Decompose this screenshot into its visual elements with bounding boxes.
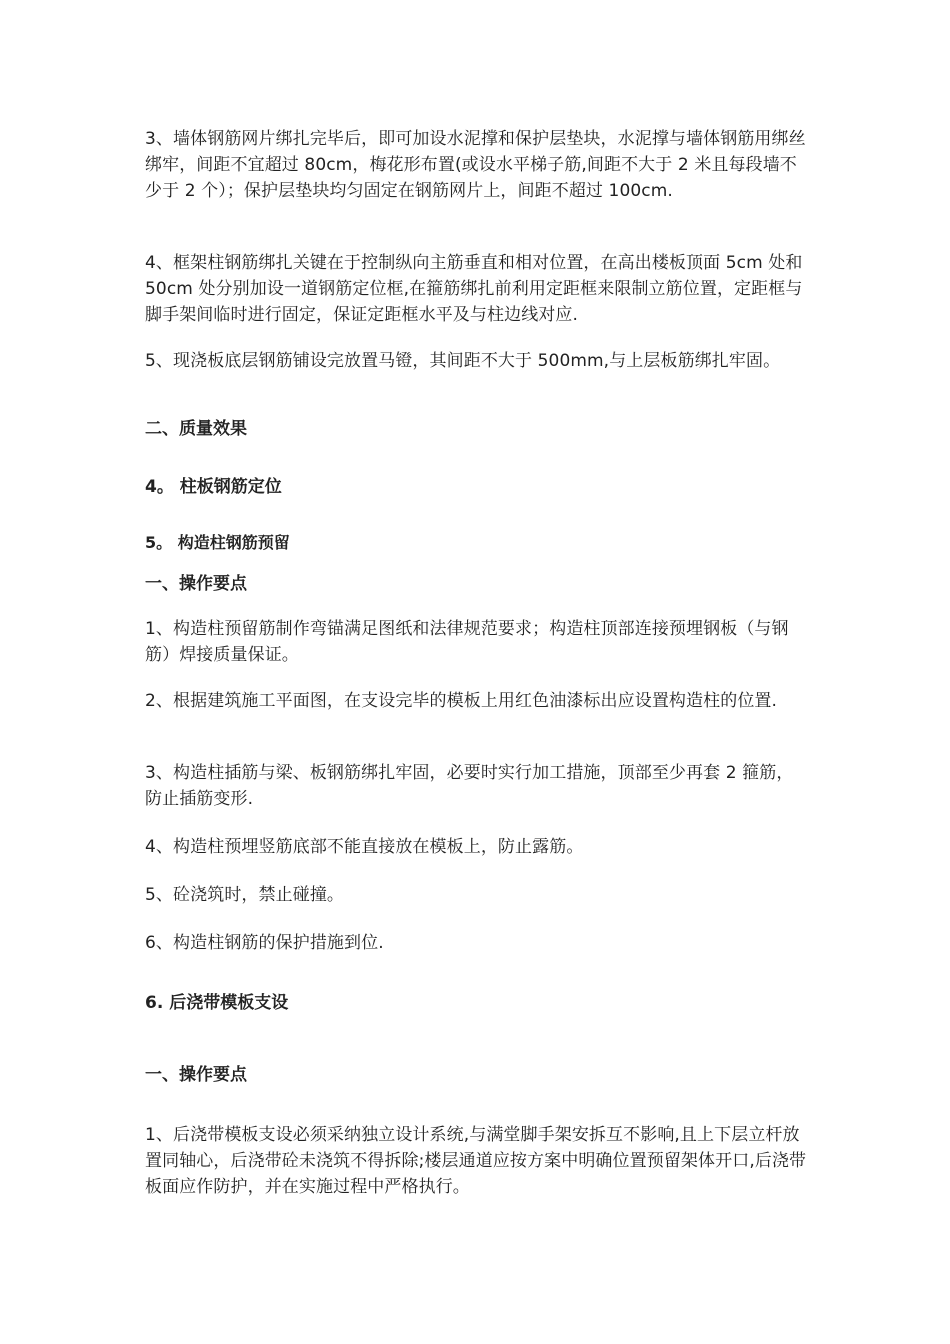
- paragraph-pouring: 5、砼浇筑时，禁止碰撞。: [145, 885, 345, 905]
- paragraph-column-rebar: 4、框架柱钢筋绑扎关键在于控制纵向主筋垂直和相对位置，在高出楼板顶面 5cm 处和 50cm 处分别加设一道钢筋定位框,在箍筋绑扎前利用定距框来限制立筋位置，定距框与脚手架间临时进行固定，保证定距框水平及与柱边线对应.: [145, 253, 803, 325]
- paragraph-vertical-bar: 4、构造柱预埋竖筋底部不能直接放在模板上，防止露筋。: [145, 837, 584, 857]
- heading-column-slab-positioning: 4。 柱板钢筋定位: [145, 477, 282, 497]
- paragraph-anchor-requirements: 1、构造柱预留筋制作弯锚满足图纸和法律规范要求；构造柱顶部连接预埋钢板（与钢筋）焊接质量保证。: [145, 619, 789, 665]
- paragraph-formwork-support: 1、后浇带模板支设必须采纳独立设计系统,与满堂脚手架安拆互不影响,且上下层立杆放置同轴心，后浇带砼未浇筑不得拆除;楼层通道应按方案中明确位置预留架体开口,后浇带板面应作防护，并在实施过程中严格执行。: [145, 1125, 807, 1197]
- heading-operation-points: 一、操作要点: [145, 574, 247, 594]
- heading-operation-points-2: 一、操作要点: [145, 1065, 247, 1085]
- heading-quality-effect: 二、质量效果: [145, 419, 247, 439]
- paragraph-wall-rebar: 3、墙体钢筋网片绑扎完毕后，即可加设水泥撑和保护层垫块，水泥撑与墙体钢筋用绑丝绑牢，间距不宜超过 80cm，梅花形布置(或设水平梯子筋,间距不大于 2 米且每段墙不少于 2 个）；保护层垫块均匀固定在钢筋网片上，间距不超过 100cm.: [145, 129, 806, 201]
- heading-structural-column-reservation: 5。 构造柱钢筋预留: [145, 533, 290, 552]
- heading-post-pour-strip: 6. 后浇带模板支设: [145, 993, 289, 1013]
- paragraph-dowel-binding: 3、构造柱插筋与梁、板钢筋绑扎牢固，必要时实行加工措施，顶部至少再套 2 箍筋，防止插筋变形.: [145, 763, 794, 809]
- paragraph-slab-rebar: 5、现浇板底层钢筋铺设完放置马镫，其间距不大于 500mm,与上层板筋绑扎牢固。: [145, 351, 781, 371]
- paragraph-protection: 6、构造柱钢筋的保护措施到位.: [145, 933, 384, 953]
- paragraph-marking-position: 2、根据建筑施工平面图，在支设完毕的模板上用红色油漆标出应设置构造柱的位置.: [145, 691, 778, 711]
